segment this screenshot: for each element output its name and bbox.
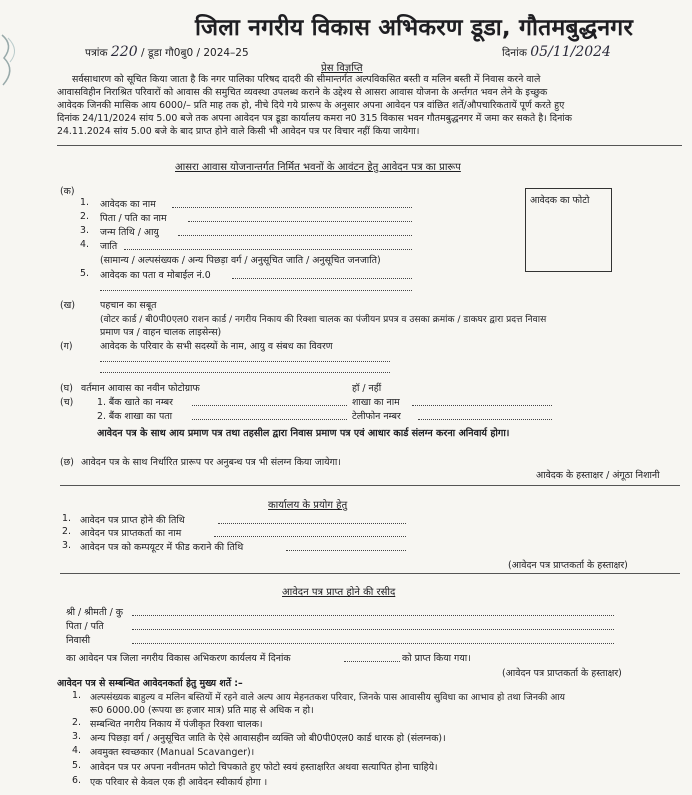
- document-date: [502, 44, 611, 60]
- bank-address-field[interactable]: [192, 419, 347, 420]
- condition-5-text: आवेदन पत्र पर अपना नवीनतम फोटो चिपकाते हुए फोटो स्वयं हस्ताक्षरित अथवा सत्यापित होना चाहिये।: [90, 762, 438, 773]
- phone-label: टेलीफोन नम्बर: [352, 411, 401, 422]
- section-g-label: (ग): [60, 341, 73, 352]
- item-2-label: पिता / पति का नाम: [100, 213, 167, 224]
- bank-account-label: 1. बैंक खाते का नम्बर: [97, 397, 173, 408]
- receipt-received-suffix: को प्राप्त किया गया।: [402, 653, 471, 664]
- applicant-signature: आवेदक के हस्ताक्षर / अंगूठा निशानी: [536, 470, 660, 481]
- dob-age-field[interactable]: [178, 235, 412, 236]
- press-note-line-2: आवासविहीन निराश्रित परिवारों को आवास की समुचित व्यवस्था उपलब्ध कराने के उद्देश्य से आसरा आवास योजना के अर्न्तगत भवन लेने के इच्छुक: [57, 87, 548, 98]
- section-ch-label: (च): [60, 397, 74, 408]
- date-label: दिनांक: [502, 47, 527, 59]
- press-note-line-5: 24.11.2024 सांय 5.00 बजे के बाद प्राप्त होने वाले किसी भी आवेदन पत्र पर विचार नहीं किया जायेगा।: [57, 126, 420, 137]
- item-3-label: जन्म तिथि / आयु: [100, 227, 159, 238]
- condition-3-num: 3.: [72, 731, 81, 742]
- bank-address-label: 2. बैंक शाखा का पता: [97, 411, 173, 422]
- receipt-father-field[interactable]: [132, 629, 614, 630]
- press-note-line-3: आवेदक जिनकी मासिक आय 6000/– प्रति माह तक हो, नीचे दिये गये प्रारूप के अनुसार अपना आवेदन पत्र वांछित शर्ते/औपचारिकतायें पूर्ण करते हुए: [57, 100, 565, 111]
- receipt-father-label: पिता / पति: [66, 621, 104, 632]
- item-4-num: 4.: [80, 239, 89, 250]
- receipt-resident-label: निवासी: [66, 635, 91, 646]
- receipt-heading: आवेदन पत्र प्राप्त होने की रसीद: [282, 587, 396, 598]
- receipt-signature: (आवेदन पत्र प्राप्तकर्ता के हस्ताक्षर): [502, 668, 622, 679]
- receipt-name-label: श्री / श्रीमती / कु: [66, 607, 123, 618]
- section-g-text: आवेदक के परिवार के सभी सदस्यों के नाम, आयु व संबध का विवरण: [100, 341, 333, 352]
- reference-number: [85, 44, 249, 60]
- photo-yes-no[interactable]: हॉ / नहीं: [352, 383, 382, 394]
- office-use-heading: कार्यालय के प्रयोग हेतु: [268, 500, 348, 511]
- address-line-2-field[interactable]: [100, 290, 412, 291]
- receipt-resident-field[interactable]: [132, 643, 614, 644]
- section-gh-label: (घ): [60, 383, 73, 394]
- applicant-name-field[interactable]: [172, 207, 412, 208]
- office-item-2-label: आवेदन पत्र प्राप्तकर्ता का नाम: [80, 528, 182, 539]
- caste-options: (सामान्य / अल्पसंख्यक / अन्य पिछड़ा वर्ग / अनुसूचित जाति / अनुसूचित जनजाति): [100, 255, 381, 266]
- section-k-label: (क): [60, 186, 75, 197]
- phone-field[interactable]: [418, 419, 552, 420]
- section-kh-line-1: (वोटर कार्ड / बी0पी0एल0 राशन कार्ड / नगरीय निकाय की रिक्शा चालक का पंजीयन प्रपत्र व उसका क्रमांक / डाकघर द्वारा प्रदत्त निवास: [100, 315, 547, 325]
- section-chh-text: आवेदन पत्र के साथ निर्धारित प्रारूप पर अनुबन्ध पत्र भी संलग्न किया जायेगा।: [81, 457, 341, 468]
- caste-field[interactable]: [124, 249, 412, 250]
- office-item-1-num: 1.: [62, 513, 71, 524]
- divider: [60, 573, 680, 574]
- press-note-line-4: दिनांक 24/11/2024 सांय 5.00 बजे तक अपना आवेदन पत्र डूडा कार्यालय कमरा न0 315 विकास भवन गौतमबुद्धनगर में जमा कर सकते है। दिनांक: [57, 113, 572, 124]
- date-value-handwritten: 05/11/2024: [530, 44, 611, 60]
- section-kh-label: (ख): [60, 300, 75, 311]
- ref-prefix: पत्रांक: [85, 47, 108, 59]
- receipt-name-field[interactable]: [132, 615, 614, 616]
- bank-account-field[interactable]: [192, 405, 347, 406]
- office-item-2-num: 2.: [62, 526, 71, 537]
- item-4-label: जाति: [100, 241, 118, 252]
- office-title: जिला नगरीय विकास अभिकरण डूडा, गौतमबुद्धनगर: [195, 15, 634, 41]
- condition-4-text: अवमुक्त स्वच्छकार (Manual Scavanger)।: [90, 747, 255, 758]
- receiver-signature: (आवेदन पत्र प्राप्तकर्ता के हस्ताक्षर): [508, 560, 628, 571]
- bank-branch-label: शाखा का नाम: [352, 397, 400, 408]
- photo-box: [525, 188, 612, 272]
- item-1-label: आवेदक का नाम: [100, 199, 156, 210]
- condition-5-num: 5.: [72, 760, 81, 771]
- address-mobile-field[interactable]: [232, 278, 412, 279]
- section-kh-title: पहचान का सबूत: [100, 300, 157, 311]
- condition-6-text: एक परिवार से केवल एक ही आवेदन स्वीकार्य होगा ।: [90, 777, 268, 788]
- condition-1-text: अल्पसंख्यक बाहुल्य व मलिन बस्तियों में रहने वाले अल्प आय मेहनतकश परिवार, जिनके पास आवासीय सुविधा का आभाव हो तथा जिनकी आय: [90, 692, 565, 703]
- section-kh-line-2: प्रमाण पत्र / वाहन चालक लाइसेन्स): [100, 327, 222, 338]
- bank-branch-field[interactable]: [412, 405, 552, 406]
- receipt-received-prefix: का आवेदन पत्र जिला नगरीय विकास अभिकरण कार्यलय में दिनांक: [66, 653, 291, 664]
- divider: [60, 485, 680, 486]
- receipt-date-field-2[interactable]: [344, 661, 400, 662]
- father-name-field[interactable]: [188, 221, 412, 222]
- conditions-heading: आवेदन पत्र से सम्बन्धित आवेदनकर्ता हेतु मुख्य शर्ते :–: [57, 678, 243, 689]
- section-gh-text: वर्तमान आवास का नवीन फोटोग्राफ: [81, 383, 200, 394]
- section-chh-label: (छ): [60, 457, 74, 468]
- ref-number-handwritten: 220: [110, 44, 138, 60]
- office-item-3-label: आवेदन पत्र को कम्पयूटर में फीड कराने की तिथि: [80, 542, 244, 553]
- condition-1-num: 1.: [72, 690, 81, 701]
- receiver-name-field[interactable]: [214, 536, 406, 537]
- press-note-heading: प्रेस विज्ञप्ति: [321, 63, 363, 74]
- family-members-field-2[interactable]: [100, 372, 390, 373]
- family-members-field[interactable]: [100, 361, 390, 362]
- condition-2-text: सम्बन्धित नगरीय निकाय में पंजीकृत रिक्शा चालक।: [90, 719, 263, 730]
- form-heading: आसरा आवास योजनान्तर्गत निर्मित भवनों के आवंटन हेतु आवेदन पत्र का प्रारूप: [175, 162, 461, 173]
- photo-label: आवेदक का फोटो: [530, 195, 590, 206]
- item-5-label: आवेदक का पता व मोबाईल नं.0: [100, 270, 211, 281]
- item-2-num: 2.: [80, 211, 89, 222]
- mandatory-documents-note: आवेदन पत्र के साथ आय प्रमाण पत्र तथा तहसील द्वारा निवास प्रमाण पत्र एवं आधार कार्ड संलग्न करना अनिवार्य होगा।: [97, 428, 510, 439]
- receipt-date-field[interactable]: [218, 523, 406, 524]
- condition-6-num: 6.: [72, 775, 81, 786]
- item-3-num: 3.: [80, 225, 89, 236]
- computer-feed-date-field[interactable]: [286, 550, 406, 551]
- ref-suffix: / डूडा गौ0बु0 / 2024–25: [140, 47, 249, 59]
- condition-3-text: अन्य पिछड़ा वर्ग / अनुसूचित जाति के ऐसे आवासहीन व्यक्ति जो बी0पी0एल0 कार्ड धारक हो (संलग्नक)।: [90, 733, 446, 744]
- divider: [57, 145, 682, 146]
- binder-mark-icon: [0, 30, 28, 90]
- condition-2-num: 2.: [72, 717, 81, 728]
- office-item-1-label: आवेदन पत्र प्राप्त होने की तिथि: [80, 515, 185, 526]
- condition-1b-text: रू0 6000.00 (रूपया छः हजार मात्र) प्रति माह से अधिक न हो।: [90, 705, 314, 716]
- office-item-3-num: 3.: [62, 540, 71, 551]
- condition-4-num: 4.: [72, 745, 81, 756]
- press-note-line-1: सर्वसाधारण को सूचित किया जाता है कि नगर पालिका परिषद दादरी की सीमान्तर्गत अल्पविकसित बस्ती व मलिन बस्ती में निवास करने वाले: [72, 74, 541, 85]
- item-1-num: 1.: [80, 197, 89, 208]
- item-5-num: 5.: [80, 268, 89, 279]
